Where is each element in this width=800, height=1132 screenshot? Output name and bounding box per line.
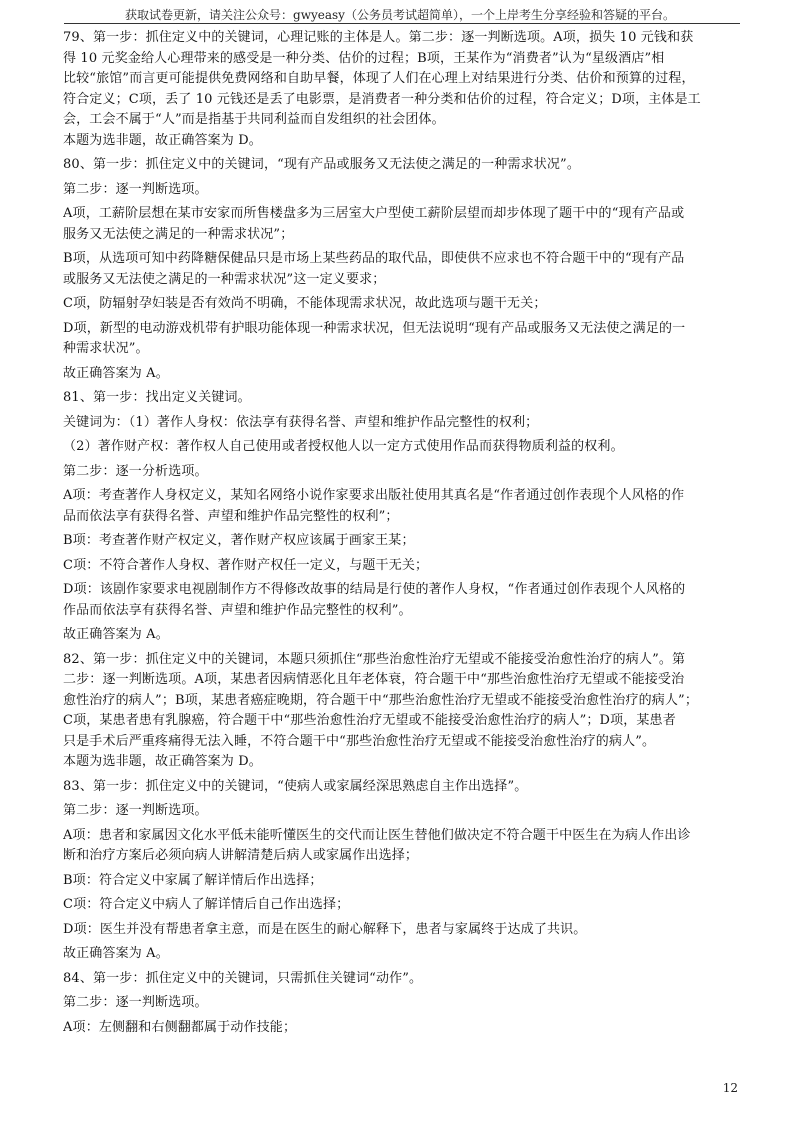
- text-line: A项：患者和家属因文化水平低未能听懂医生的交代而让医生替他们做决定不符合题干中医生在为病人作出诊: [63, 827, 691, 843]
- text-line: 关键词为：（1）著作人身权：依法享有获得名誉、声望和维护作品完整性的权利；: [63, 414, 539, 430]
- text-line: C项：符合定义中病人了解详情后自己作出选择；: [63, 897, 350, 912]
- text-line: （2）著作财产权：著作权人自己使用或者授权他人以一定方式使用作品而获得物质利益的权利。: [63, 439, 624, 454]
- text-line: C项，防辐射孕妇装是否有效尚不明确，不能体现需求状况，故此选项与题干无关；: [63, 296, 547, 311]
- text-line: 本题为选非题，故正确答案为 D。: [63, 132, 262, 148]
- text-line: 82、第一步：抓住定义中的关键词，本题只须抓住“那些治愈性治疗无望或不能接受治愈性治疗的病人”。第: [63, 651, 686, 667]
- text-line: A项：左侧翻和右侧翻都属于动作技能；: [63, 1019, 297, 1035]
- text-line: 第二步：逐一判断选项。: [63, 181, 208, 197]
- text-line: D项：医生并没有帮患者拿主意，而是在医生的耐心解释下，患者与家属终于达成了共识。: [63, 921, 587, 937]
- header-divider: [64, 23, 740, 24]
- text-line: 二步：逐一判断选项。A项，某患者因病情恶化且年老体衰，符合题干中“那些治愈性治疗无望或不能接受治: [63, 672, 685, 687]
- page-header: 获取试卷更新，请关注公众号：gwyeasy（公务员考试超简单），一个上岸考生分享经验和答疑的平台。: [125, 8, 675, 22]
- text-line: 得 10 元奖金给人心理带来的感受是一种分类、估价的过程；B项，王某作为“消费者”认为“星级酒店”相: [63, 50, 665, 66]
- text-line: 比较“旅馆”而言更可能提供免费网络和自助早餐，体现了人们在心理上对结果进行分类、估价和预算的过程，: [63, 71, 695, 86]
- text-line: 品而依法享有获得名誉、声望和维护作品完整性的权利”；: [63, 508, 399, 524]
- document-body: [63, 28, 739, 1038]
- text-line: 故正确答案为 A。: [63, 365, 169, 381]
- text-line: 会，工会不属于“人”而是指基于共同利益而自发组织的社会团体。: [63, 112, 445, 127]
- text-line: 故正确答案为 A。: [63, 946, 169, 961]
- text-line: D项，新型的电动游戏机带有护眼功能体现一种需求状况，但无法说明“现有产品或服务又无法使之满足的一: [63, 320, 686, 336]
- text-line: 符合定义；C项，丢了 10 元钱还是丢了电影票，是消费者一种分类和估价的过程，符合定义；D项，主体是工: [63, 91, 701, 107]
- text-line: 故正确答案为 A。: [63, 627, 169, 642]
- text-line: 服务又无法使之满足的一种需求状况”；: [63, 226, 294, 242]
- text-line: 79、第一步：抓住定义中的关键词，心理记账的主体是人。第二步：逐一判断选项。A项，损失 10 元钱和获: [63, 30, 694, 45]
- text-line: B项，从选项可知中药降糖保健品只是市场上某些药品的取代品，即使供不应求也不符合题干中的“现有产品: [63, 251, 685, 266]
- text-line: 第二步：逐一分析选项。: [63, 463, 208, 479]
- text-line: 作品而依法享有获得名誉、声望和维护作品完整性的权利”。: [63, 602, 412, 618]
- text-line: 种需求状况”。: [63, 341, 149, 356]
- text-line: 断和治疗方案后必须向病人讲解清楚后病人或家属作出选择；: [63, 848, 419, 863]
- text-line: 只是手术后严重疼痛得无法入睡，不符合题干中“那些治愈性治疗无望或不能接受治愈性治疗的病人”。: [63, 733, 656, 749]
- text-line: B项：符合定义中家属了解详情后作出选择；: [63, 872, 323, 888]
- text-line: 第二步：逐一判断选项。: [63, 995, 208, 1010]
- text-line: 83、第一步：抓住定义中的关键词，“使病人或家属经深思熟虑自主作出选择”。: [63, 778, 528, 794]
- page-number: 12: [722, 1081, 738, 1095]
- text-line: 第二步：逐一判断选项。: [63, 803, 208, 818]
- text-line: C项：不符合著作人身权、著作财产权任一定义，与题干无关；: [63, 557, 429, 573]
- text-line: 84、第一步：抓住定义中的关键词，只需抓住关键词“动作”。: [63, 970, 423, 986]
- text-line: D项：该剧作家要求电视剧制作方不得修改故事的结局是行使的著作人身权，“作者通过创作表现个人风格的: [63, 582, 686, 597]
- text-line: 81、第一步：找出定义关键词。: [63, 390, 251, 405]
- text-line: C项，某患者患有乳腺癌，符合题干中“那些治愈性治疗无望或不能接受治愈性治疗的病人”；D项，某患者: [63, 713, 676, 728]
- text-line: A项，工薪阶层想在某市安家而所售楼盘多为三居室大户型使工薪阶层望而却步体现了题干中的“现有产品或: [63, 206, 685, 221]
- text-line: 本题为选非题，故正确答案为 D。: [63, 754, 262, 769]
- text-line: 80、第一步：抓住定义中的关键词，“现有产品或服务又无法使之满足的一种需求状况”。: [63, 157, 580, 172]
- text-line: 愈性治疗的病人”；B项，某患者癌症晚期，符合题干中“那些治愈性治疗无望或不能接受治愈性治疗的病人”；: [63, 692, 698, 708]
- text-line: 或服务又无法使之满足的一种需求状况”这一定义要求；: [63, 271, 386, 287]
- text-line: B项：考查著作财产权定义，著作财产权应该属于画家王某；: [63, 533, 415, 548]
- text-line: A项：考查著作人身权定义，某知名网络小说作家要求出版社使用其真名是“作者通过创作表现个人风格的作: [63, 488, 685, 503]
